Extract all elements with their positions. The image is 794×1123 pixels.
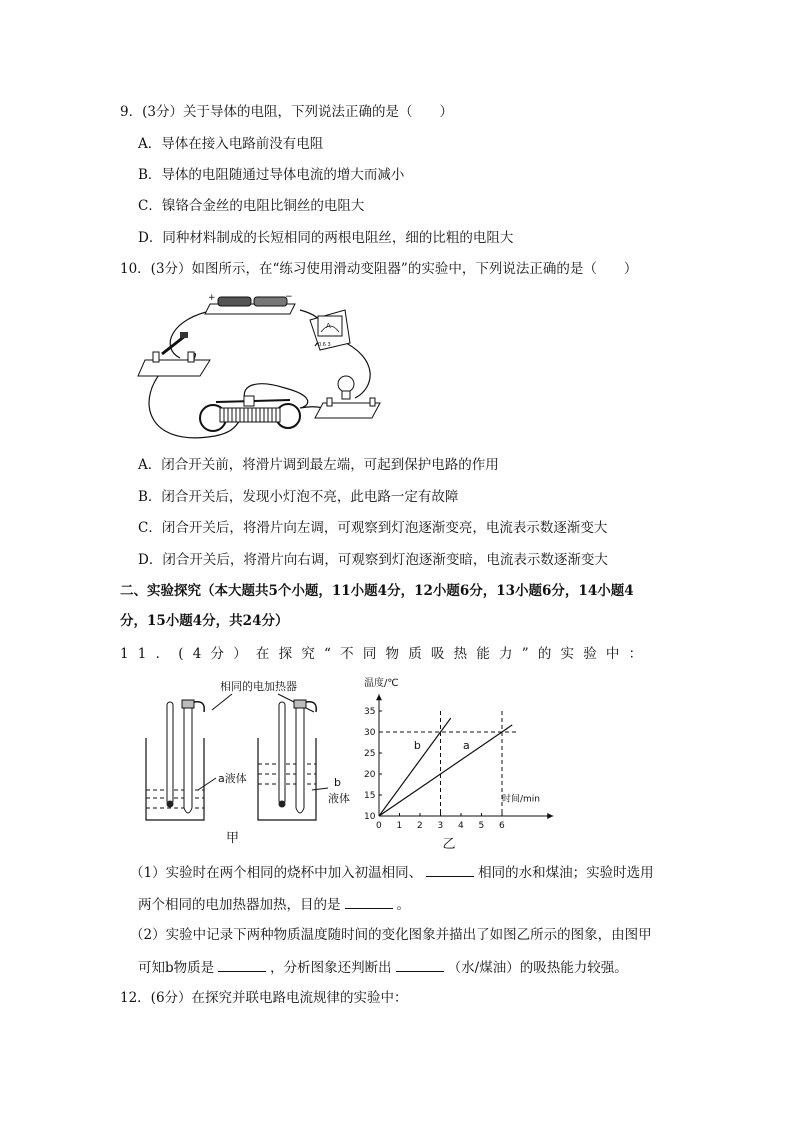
y-tick-label: 20 <box>364 770 376 780</box>
x-axis-arrow <box>547 813 553 819</box>
section2-heading-line1: 二、实验探究（本大题共5个小题，11小题4分，12小题6分，13小题6分，14小题4 <box>120 583 634 599</box>
ammeter-symbol: A <box>326 322 331 330</box>
temperature-time-chart <box>352 672 572 852</box>
rheostat <box>200 396 300 431</box>
q11-part2-line1: （2）实验中记录下两种物质温度随时间的变化图象并描出了如图乙所示的图象，由图甲 <box>130 927 652 943</box>
q11-part1-b: 相同的水和煤油；实验时选用 <box>478 865 654 881</box>
liquid-a-label: a液体 <box>218 772 247 785</box>
q10-option-b[interactable]: B．闭合开关后，发现小灯泡不亮，此电路一定有故障 <box>138 489 459 505</box>
x-tick-label: 0 <box>376 821 382 831</box>
y-axis-label: 温度/℃ <box>364 678 399 689</box>
x-tick-label: 5 <box>478 821 485 831</box>
q11-part1-d: 。 <box>396 897 410 913</box>
y-tick-label: 15 <box>364 791 376 801</box>
q11-blank-4[interactable] <box>396 958 444 972</box>
q9-option-c[interactable]: C．镍铬合金丝的电阻比铜丝的电阻大 <box>138 198 365 214</box>
series-label-a: a <box>463 738 470 752</box>
x-axis-label: 时间/min <box>502 794 541 805</box>
series-line-b <box>379 718 451 816</box>
q11-blank-1[interactable] <box>426 863 474 877</box>
series-label-b: b <box>413 738 421 752</box>
q11-part1-c: 两个相同的电加热器加热，目的是 <box>138 897 341 913</box>
y-tick-label: 25 <box>364 749 376 759</box>
q10-option-d[interactable]: D．闭合开关后，将滑片向右调，可观察到灯泡逐渐变暗，电流表示数逐渐变大 <box>138 552 608 568</box>
x-tick-label: 4 <box>458 821 464 831</box>
svg-text:−: − <box>285 292 293 302</box>
q11-blank-2[interactable] <box>345 895 393 909</box>
circuit-figure <box>140 288 400 448</box>
figure-jia <box>140 678 350 850</box>
heater-label: 相同的电加热器 <box>220 680 297 693</box>
q11-part1-a: （1）实验时在两个相同的烧杯中加入初温相同、 <box>130 865 423 881</box>
beaker-a <box>146 700 204 820</box>
y-tick-label: 10 <box>364 812 376 822</box>
q9-option-d[interactable]: D．同种材料制成的长短相同的两根电阻丝，细的比粗的电阻大 <box>138 230 514 246</box>
q10-stem: 10．(3分）如图所示，在“练习使用滑动变阻器”的实验中，下列说法正确的是（ ） <box>120 261 638 277</box>
q11-part2-b: 可知b物质是 <box>138 960 215 976</box>
q11-stem: 11．(4分）在探究“不同物质吸热能力”的实验中： <box>120 646 652 662</box>
liquid-b-label-2: 液体 <box>328 792 350 805</box>
x-tick-label: 6 <box>499 821 505 831</box>
q10-option-c[interactable]: C．闭合开关后，将滑片向左调，可观察到灯泡逐渐变亮，电流表示数逐渐变大 <box>138 520 608 536</box>
svg-text:+: + <box>208 293 216 303</box>
y-axis-arrow <box>376 694 382 700</box>
x-tick-label: 3 <box>437 821 444 831</box>
q11-part1-line1 <box>130 863 654 882</box>
section2-heading-line2: 分，15小题4分，共24分） <box>120 613 289 629</box>
beaker-b <box>258 700 316 820</box>
q9-stem: 9．(3分）关于导体的电阻，下列说法正确的是（ ） <box>120 104 453 120</box>
q11-part2-d: （水/煤油）的吸热能力较强。 <box>447 960 628 976</box>
x-tick-label: 2 <box>417 821 423 831</box>
q11-part1-line2 <box>138 895 410 914</box>
q11-part2-line2 <box>138 958 628 977</box>
chart-caption: 乙 <box>442 837 456 852</box>
q9-option-b[interactable]: B．导体的电阻随通过导体电流的增大而减小 <box>138 167 405 183</box>
x-tick-label: 1 <box>396 821 403 831</box>
ammeter-terminals: 0.6 3 <box>318 342 331 348</box>
lamp <box>315 376 380 418</box>
q10-option-a[interactable]: A．闭合开关前，将滑片调到最左端，可起到保护电路的作用 <box>138 457 499 473</box>
y-tick-label: 30 <box>364 728 376 738</box>
battery-box <box>205 292 295 314</box>
figure-jia-caption: 甲 <box>226 831 240 846</box>
y-tick-label: 35 <box>364 707 376 717</box>
q11-part2-c: ，分析图象还判断出 <box>270 960 392 976</box>
q12-stem: 12．(6分）在探究并联电路电流规律的实验中： <box>120 990 408 1006</box>
q9-option-a[interactable]: A．导体在接入电路前没有电阻 <box>138 136 324 152</box>
q11-blank-3[interactable] <box>218 958 266 972</box>
series-line-a <box>379 725 512 816</box>
liquid-b-label-1: b <box>334 776 341 789</box>
